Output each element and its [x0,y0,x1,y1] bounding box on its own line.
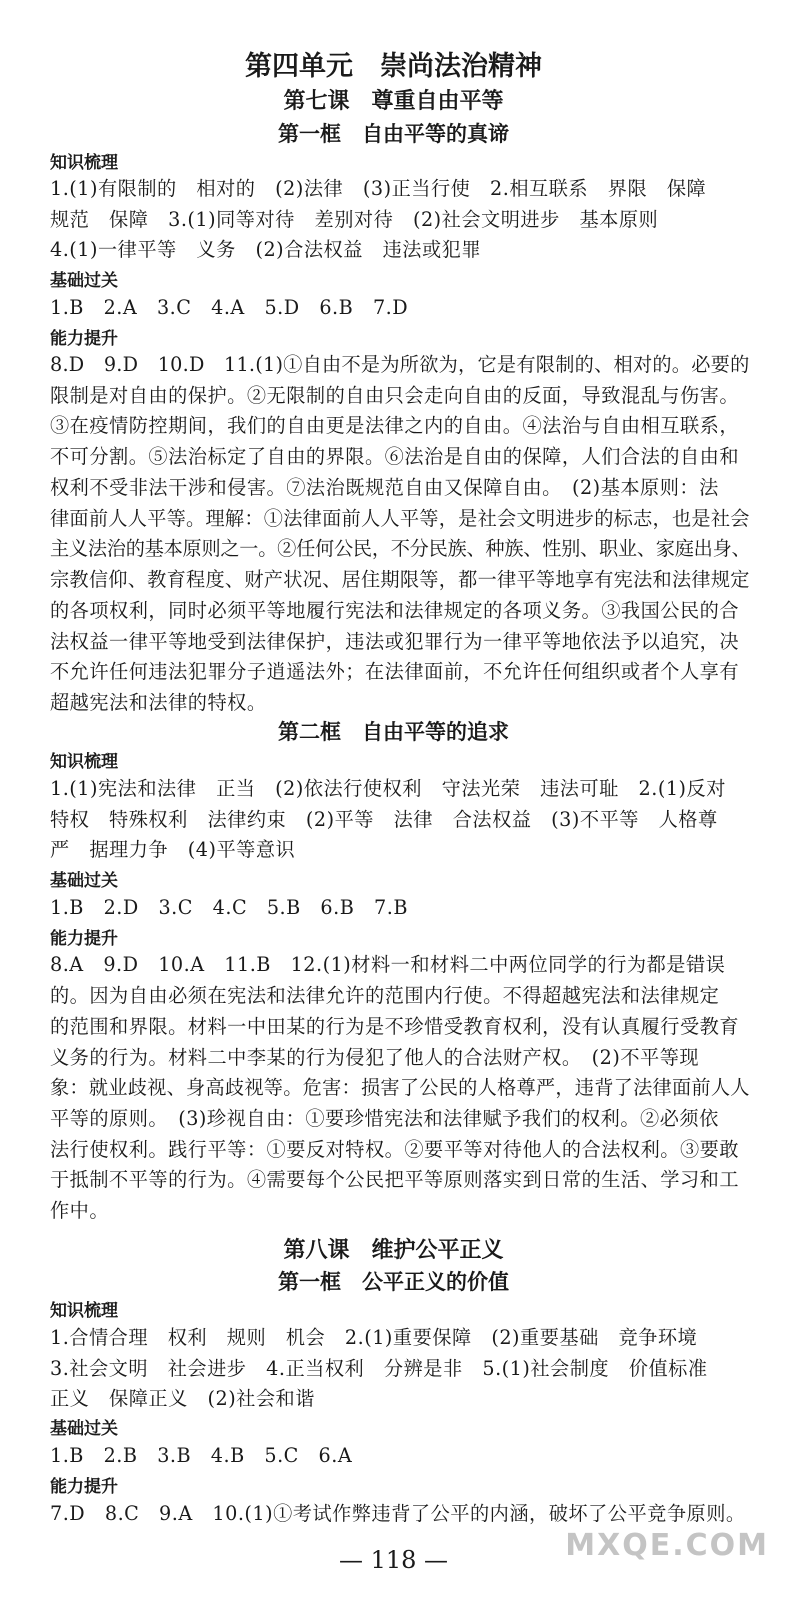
text-line: 宗教信仰、教育程度、财产状况、居住期限等，都一律平等地享有宪法和法律规定 [50,568,750,591]
text-line: 特权 特殊权利 法律约束 (2)平等 法律 合法权益 (3)不平等 人格尊 [50,808,718,831]
l7f1-basic-label: 基础过关 [50,271,118,291]
text-line: 的。因为自由必须在宪法和法律允许的范围内行使。不得超越宪法和法律规定 [50,984,720,1007]
text-line: 4.(1)一律平等 义务 (2)合法权益 违法或犯罪 [50,238,482,261]
text-line: 限制是对自由的保护。②无限制的自由只会走向自由的反面，导致混乱与伤害。 [50,384,740,407]
text-line: 严 据理力争 (4)平等意识 [50,838,296,861]
text-line: 于抵制不平等的行为。④需要每个公民把平等原则落实到日常的生活、学习和工 [50,1168,740,1191]
l7f1-knowledge-label: 知识梳理 [50,153,118,173]
l7-frame1-title: 第一框 自由平等的真谛 [278,121,509,146]
text-line: 规范 保障 3.(1)同等对待 差别对待 (2)社会文明进步 基本原则 [50,208,659,231]
lesson7-title: 第七课 尊重自由平等 [283,88,504,114]
text-line: 1.(1)有限制的 相对的 (2)法律 (3)正当行使 2.相互联系 界限 保障 [50,177,707,200]
text-line: 1.合情合理 权利 规则 机会 2.(1)重要保障 (2)重要基础 竞争环境 [50,1326,698,1349]
l7f2-ability-label: 能力提升 [50,929,118,949]
text-line: 法行使权利。践行平等：①要反对特权。②要平等对待他人的合法权利。③要敢 [50,1138,740,1161]
text-line: 8.D 9.D 10.D 11.(1)①自由不是为所欲为，它是有限制的、相对的。必要的 [50,353,750,376]
text-line: ③在疫情防控期间，我们的自由更是法律之内的自由。④法治与自由相互联系， [50,414,740,437]
l7f2-basic-label: 基础过关 [50,871,118,891]
text-line: 1.B 2.B 3.B 4.B 5.C 6.A [50,1444,353,1467]
l8f1-knowledge-label: 知识梳理 [50,1301,118,1321]
text-line: 不可分割。⑤法治标定了自由的界限。⑥法治是自由的保障，人们合法的自由和 [50,445,740,468]
l8f1-basic-label: 基础过关 [50,1419,118,1439]
page-number: — 118 — [338,1546,449,1574]
l8f1-ability-label: 能力提升 [50,1477,118,1497]
text-line: 的范围和界限。材料一中田某的行为是不珍惜受教育权利，没有认真履行受教育 [50,1015,740,1038]
text-line: 正义 保障正义 (2)社会和谐 [50,1387,315,1410]
text-line: 不允许任何违法犯罪分子逍遥法外；在法律面前，不允许任何组织或者个人享有 [50,660,740,683]
l7-frame2-title: 第二框 自由平等的追求 [278,719,509,744]
text-line: 律面前人人平等。理解：①法律面前人人平等，是社会文明进步的标志，也是社会 [50,507,750,530]
text-line: 超越宪法和法律的特权。 [50,691,267,714]
text-line: 3.社会文明 社会进步 4.正当权利 分辨是非 5.(1)社会制度 价值标准 [50,1357,708,1380]
text-line: 1.(1)宪法和法律 正当 (2)依法行使权利 守法光荣 违法可耻 2.(1)反对 [50,777,726,800]
text-line: 主义法治的基本原则之一。②任何公民，不分民族、种族、性别、职业、家庭出身、 [50,537,751,560]
text-line: 象：就业歧视、身高歧视等。危害：损害了公民的人格尊严，违背了法律面前人人 [50,1076,750,1099]
l7f2-knowledge-label: 知识梳理 [50,752,118,772]
watermark: MXQE.COM [565,1528,769,1563]
l8-frame1-title: 第一框 公平正义的价值 [278,1269,509,1294]
lesson8-title: 第八课 维护公平正义 [283,1237,504,1263]
text-line: 8.A 9.D 10.A 11.B 12.(1)材料一和材料二中两位同学的行为都是错误 [50,953,726,976]
text-line: 权利不受非法干涉和侵害。⑦法治既规范自由又保障自由。 (2)基本原则：法 [50,476,719,499]
text-line: 作中。 [50,1199,110,1222]
text-line: 7.D 8.C 9.A 10.(1)①考试作弊违背了公平的内涵，破坏了公平竞争原则。 [50,1502,746,1525]
text-line: 义务的行为。材料二中李某的行为侵犯了他人的合法财产权。 (2)不平等现 [50,1046,700,1069]
text-line: 的各项权利，同时必须平等地履行宪法和法律规定的各项义务。③我国公民的合 [50,599,740,622]
text-line: 法权益一律平等地受到法律保护，违法或犯罪行为一律平等地依法予以追究，决 [50,630,740,653]
l7f1-ability-label: 能力提升 [50,329,118,349]
text-line: 1.B 2.D 3.C 4.C 5.B 6.B 7.B [50,896,408,919]
unit-title: 第四单元 崇尚法治精神 [245,51,542,82]
text-line: 平等的原则。 (3)珍视自由：①要珍惜宪法和法律赋予我们的权利。②必须依 [50,1107,719,1130]
text-line: 1.B 2.A 3.C 4.A 5.D 6.B 7.D [50,296,409,319]
